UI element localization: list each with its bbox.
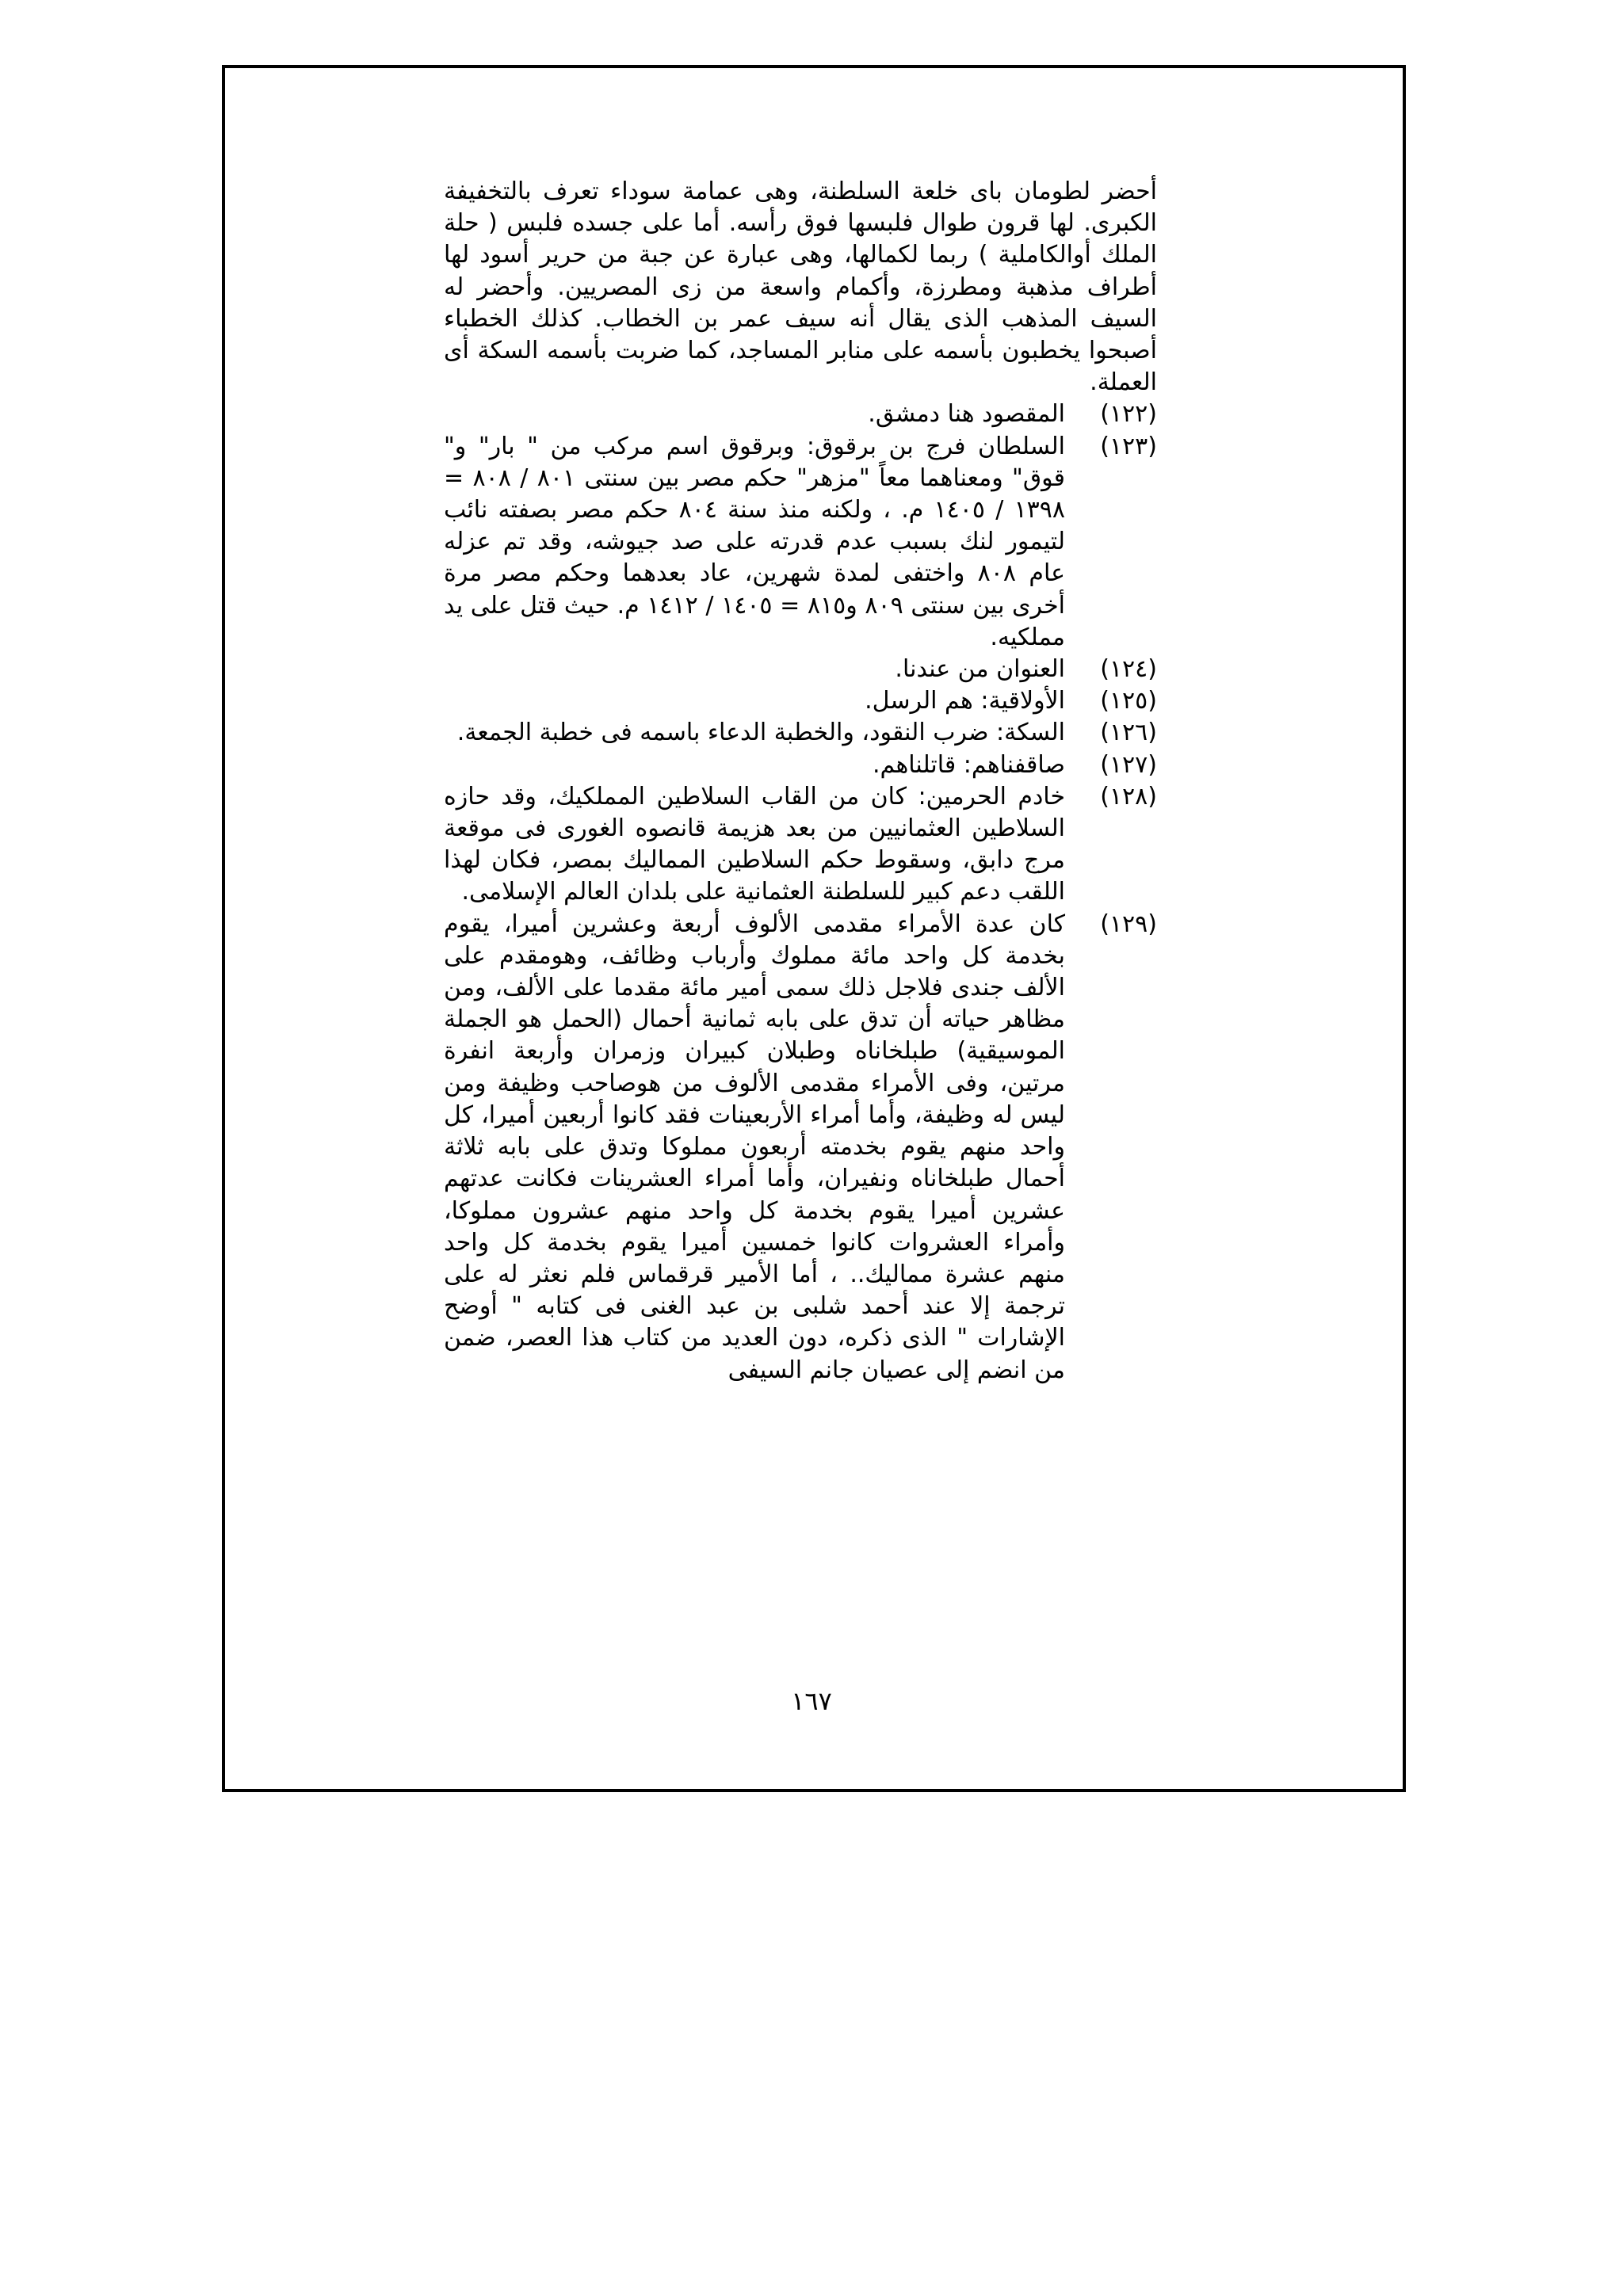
footnote-128 xyxy=(444,781,1157,909)
footnote-text: السلطان فرج بن برقوق: وبرقوق اسم مركب من " بار" و" قوق" ومعناهما معاً "مزهر" حكم مصر بين سنتى ٨٠١ / ٨٠٨ = ١٣٩٨ / ١٤٠٥ م. ، ولكنه منذ سنة ٨٠٤ حكم مصر بصفته نائب لتيمور لنك بسبب عدم قدرته على صد جيوشه، وقد تم عزله عام ٨٠٨ واختفى لمدة شهرين، عاد بعدهما وحكم مصر مرة أخرى بين سنتى ٨٠٩ و٨١٥ = ١٤٠٥ / ١٤١٢ م. حيث قتل على يد مملكيه. xyxy=(444,432,1066,651)
footnote-text: السكة: ضرب النقود، والخطبة الدعاء باسمه فى خطبة الجمعة. xyxy=(456,719,1065,747)
footnote-number: (١٢٨) xyxy=(1100,782,1157,810)
footnote-text: صاقفناهم: قاتلناهم. xyxy=(872,750,1065,779)
intro-paragraph: أحضر لطومان باى خلعة السلطنة، وهى عمامة سوداء تعرف بالتخفيفة الكبرى. لها قرون طوال فلبسها فوق رأسه. أما على جسده فلبس ( حلة الملك أوالكاملية ) ربما لكمالها، وهى عبارة عن جبة من حرير أسود لها أطراف مذهبة ومطرزة، وأكمام واسعة من زى المصريين. وأحضر له السيف المذهب الذى يقال أنه سيف عمر بن الخطاب. كذلك الخطباء أصبحوا يخطبون بأسمه على منابر المساجد، كما ضربت بأسمه السكة أى العملة. xyxy=(444,177,1157,397)
footnote-number: (١٢٥) xyxy=(1100,687,1157,715)
footnote-123 xyxy=(444,431,1157,654)
footnote-number: (١٢٣) xyxy=(1100,432,1157,460)
footnote-126 xyxy=(444,717,1157,749)
footnote-125 xyxy=(444,685,1157,717)
footnote-number: (١٢٤) xyxy=(1100,655,1157,684)
footnote-127 xyxy=(444,749,1157,781)
footnote-text: المقصود هنا دمشق. xyxy=(868,400,1065,429)
footnote-number: (١٢٩) xyxy=(1100,910,1157,938)
footnote-129 xyxy=(444,909,1157,1386)
footnote-text: كان عدة الأمراء مقدمى الألوف أربعة وعشرين أميرا، يقوم بخدمة كل واحد مائة مملوك وأرباب وظائف، وهومقدم على الألف جندى فلاجل ذلك سمى أمير مائة مقدما على الألف، ومن مظاهر حياته أن تدق على بابه ثمانية أحمال (الحمل هو الجملة الموسيقية) طبلخاناه وطبلان كبيران وزمران وأربعة انفرة مرتين، وفى الأمراء مقدمى الألوف من هوصاحب وظيفة ومن ليس له وظيفة، وأما أمراء الأربعينات فقد كانوا أربعين أميرا، كل واحد منهم يقوم بخدمته أربعون مملوكا وتدق على بابه ثلاثة أحمال طبلخاناه ونفيران، وأما أمراء العشرينات فكانت عدتهم عشرين أميرا يقوم بخدمة كل واحد منهم عشرون مملوكا، وأمراء العشروات كانوا خمسين أميرا يقوم بخدمة كل واحد منهم عشرة مماليك.. ، أما الأمير قرقماس فلم نعثر له على ترجمة إلا عند أحمد شلبى بن عبد الغنى فى كتابه " أوضح الإشارات " الذى ذكره، دون العديد من كتاب هذا العصر، ضمن من انضم إلى عصيان جانم السيفى xyxy=(444,910,1065,1384)
footnote-number: (١٢٢) xyxy=(1100,400,1157,429)
page-number: ١٦٧ xyxy=(791,1686,832,1716)
footnote-text: الأولاقية: هم الرسل. xyxy=(865,687,1065,715)
main-text-block xyxy=(444,176,1157,1386)
footnote-number: (١٢٦) xyxy=(1100,719,1157,747)
footnote-124 xyxy=(444,654,1157,685)
footnote-number: (١٢٧) xyxy=(1100,750,1157,779)
footnote-text: العنوان من عندنا. xyxy=(895,655,1065,684)
footnote-122 xyxy=(444,399,1157,430)
footnote-text: خادم الحرمين: كان من القاب السلاطين المملكيك، وقد حازه السلاطين العثمانيين من بعد هزيمة قانصوه الغورى فى موقعة مرج دابق، وسقوط حكم السلاطين المماليك بمصر، فكان لهذا اللقب دعم كبير للسلطنة العثمانية على بلدان العالم الإسلامى. xyxy=(444,782,1065,906)
